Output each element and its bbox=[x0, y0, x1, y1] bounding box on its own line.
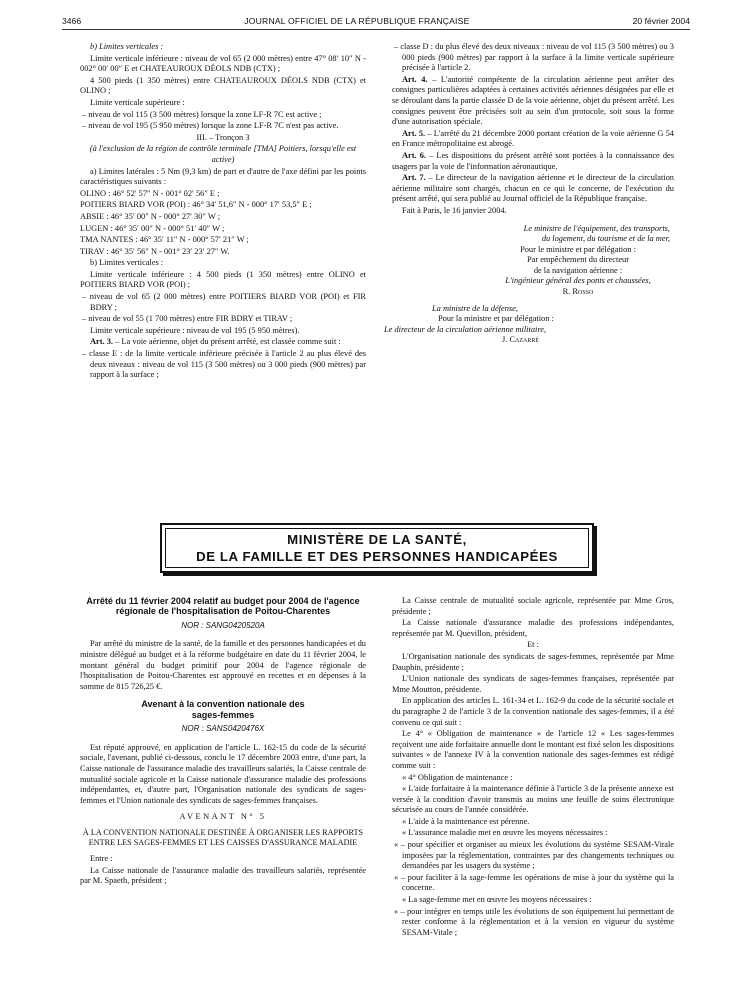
text-paragraph: Limite verticale supérieure : bbox=[90, 97, 185, 107]
text-paragraph: « – pour spécifier et organiser au mieux les évolutions du système SESAM-Vitale imposées par la réglementation, contraintes par des changements techniques ou demandées par les usagers du système ; bbox=[394, 840, 674, 871]
text-paragraph: – classe D : du plus élevé des deux niveaux : niveau de vol 115 (3 500 mètres) ou 3 000 pieds (900 mètres) par rapport à la surface à la limite verticale supérieure précisée à l'article 2. bbox=[394, 42, 674, 73]
text-paragraph: La Caisse nationale d'assurance maladie des professions indépendantes, représentée par M. Quevillon, président, bbox=[392, 618, 674, 638]
text-paragraph: – niveau de vol 55 (1 700 mètres) entre FIR BDRY et TIRAV ; bbox=[82, 314, 293, 324]
text-paragraph: « L'aide à la maintenance est pérenne. bbox=[402, 816, 530, 826]
top-left-column bbox=[80, 42, 366, 382]
text-paragraph: L'Union nationale des syndicats de sages-femmes françaises, représentée par Mme Moutton, présidente. bbox=[392, 674, 674, 694]
sig1-line1: Le ministre de l'équipement, des transports, bbox=[523, 223, 670, 233]
avenant-number: AVENANT N° 5 bbox=[179, 812, 267, 822]
ministry-box bbox=[160, 523, 594, 573]
sig2-line1: La ministre de la défense, bbox=[432, 303, 518, 313]
text-paragraph: TIRAV : 46° 35′ 56″ N - 001° 23′ 23′ 27″ W. bbox=[80, 246, 230, 256]
decree-title: Arrêté du 11 février 2004 relatif au budget pour 2004 de l'agence régionale de l'hospitalisation de Poitou-Charentes bbox=[86, 596, 360, 617]
sig1-line3: Pour le ministre et par délégation : bbox=[520, 244, 636, 254]
top-right-body bbox=[392, 42, 674, 217]
page-header bbox=[62, 16, 690, 30]
decree-nor: NOR : SANG0420520A bbox=[181, 620, 265, 630]
decree-paragraph: Par arrêté du ministre de la santé, de la famille et des personnes handicapées et du ministre délégué au budget et à la réforme budgétaire en date du 11 février 2004, le montant général du budget primitif pour 2004 de l'agence régionale de l'hospitalisation de Poitou-Charentes est approuvé en recettes et en dépenses à la somme de 815 726,25 €. bbox=[80, 639, 366, 691]
text-paragraph: Limite verticale inférieure : 4 500 pieds (1 350 mètres) entre OLINO et POITIERS BIARD VOR (POI) ; bbox=[80, 269, 366, 290]
article-paragraph bbox=[392, 151, 674, 172]
text-paragraph: (à l'exclusion de la région de contrôle terminale [TMA] Poitiers, lorsqu'elle est active) bbox=[89, 144, 357, 164]
text-paragraph: POITIERS BIARD VOR (POI) : 46° 34′ 51,6″ N - 000° 17′ 53,5″ E ; bbox=[80, 200, 312, 210]
bottom-left-column bbox=[80, 596, 366, 888]
article-paragraph bbox=[80, 337, 366, 348]
text-paragraph: « La sage-femme met en œuvre les moyens nécessaires : bbox=[402, 895, 592, 905]
article-label: Art. 4. bbox=[402, 74, 428, 84]
sig1-line2: du logement, du tourisme et de la mer, bbox=[541, 234, 670, 244]
ministry-line1: MINISTÈRE DE LA SANTÉ, bbox=[287, 532, 467, 547]
bottom-right-column bbox=[392, 596, 674, 939]
text-paragraph: b) Limites verticales : bbox=[90, 258, 164, 268]
text-paragraph: La Caisse centrale de mutualité sociale agricole, représentée par Mme Gros, présidente ; bbox=[392, 596, 674, 616]
text-paragraph: – classe E : de la limite verticale inférieure précisée à l'article 2 au plus élevé des deux niveaux : niveau de vol 115 (3 500 mètres) ou 3 000 pieds (900 mètres) par rapport à la surface ; bbox=[82, 349, 366, 380]
entre-label: Entre : bbox=[90, 853, 113, 863]
signature-block-1 bbox=[392, 224, 674, 245]
text-paragraph: 4 500 pieds (1 350 mètres) entre CHATEAUROUX DÉOLS NDB (CTX) et OLINO ; bbox=[80, 75, 366, 96]
sig1-name: R. Rosso bbox=[562, 287, 594, 297]
journal-title: JOURNAL OFFICIEL DE LA RÉPUBLIQUE FRANÇAISE bbox=[244, 16, 470, 26]
text-paragraph: L'Organisation nationale des syndicats de sages-femmes, représentée par Mme Dauphin, présidente ; bbox=[392, 651, 674, 672]
article-label: Art. 6. bbox=[402, 150, 426, 160]
text-paragraph: LUGEN : 46° 35′ 00″ N - 000° 51′ 40″ W ; bbox=[80, 223, 225, 233]
article-paragraph bbox=[392, 75, 674, 128]
sig1-line6: L'ingénieur général des ponts et chaussées, bbox=[505, 276, 651, 286]
issue-date: 20 février 2004 bbox=[632, 16, 690, 26]
avenant-paragraph: Est réputé approuvé, en application de l'article L. 162-15 du code de la sécurité sociale, l'avenant, publié ci-dessous, conclu le 17 décembre 2003 entre, d'une part, la Caisse nationale de l'assurance maladie des travailleurs salariés, la Caisse centrale de mutualité sociale agricole et la Caisse nationale d'assurance maladie des professions indépendantes, et, d'autre part, l'Organisation nationale des syndicats de sages-femmes et l'Union nationale des syndicats de sages-femmes françaises. bbox=[80, 742, 366, 805]
top-right-column bbox=[384, 42, 674, 346]
article-paragraph bbox=[392, 173, 674, 205]
text-paragraph: Limite verticale supérieure : niveau de vol 195 (5 950 mètres). bbox=[90, 325, 300, 335]
cnam-paragraph: La Caisse nationale de l'assurance maladie des travailleurs salariés, représentée par M. Spaeth, président ; bbox=[80, 865, 366, 886]
article-label: Art. 7. bbox=[402, 173, 426, 183]
sig2-line2: Pour la ministre et par délégation : bbox=[438, 314, 554, 324]
text-paragraph: « – pour intégrer en temps utile les évolutions de son équipement lui permettant de rester conforme à la réglementation et à la version en vigueur du système SESAM-Vitale ; bbox=[394, 906, 674, 937]
article-text: – L'autorité compétente de la circulation aérienne peut arrêter des consignes particulières adaptées à certaines activités aériennes désignées par elle et se déroulant dans la partie classée D de la voie aérienne, objet du présent arrêté. Les consignes peuvent être précisées soit au sein d'un protocole, soit sous la forme d'une autorisation spéciale. bbox=[392, 74, 674, 127]
text-paragraph: Et : bbox=[527, 640, 539, 650]
sig1-line5: de la navigation aérienne : bbox=[533, 265, 623, 275]
text-paragraph: b) Limites verticales : bbox=[90, 42, 164, 51]
text-paragraph: « – pour faciliter à la sage-femme les opérations de mise à jour du système qui la concerne. bbox=[394, 872, 674, 893]
article-text: – L'arrêté du 21 décembre 2000 portant création de la voie aérienne G 54 en France métropolitaine est abrogé. bbox=[392, 128, 674, 149]
avenant-nor: NOR : SANS0420476X bbox=[181, 724, 265, 734]
text-paragraph: – niveau de vol 65 (2 000 mètres) entre POITIERS BIARD VOR (POI) et FIR BDRY ; bbox=[82, 292, 366, 312]
page-number: 3466 bbox=[62, 16, 82, 26]
text-paragraph: « L'aide forfaitaire à la maintenance définie à l'article 3 de la présente annexe est versée à la condition d'avoir transmis au moins une feuille de soins électronique sécurisée au cours de l'année considérée. bbox=[392, 784, 674, 815]
text-paragraph: OLINO : 46° 52′ 57″ N - 001° 02′ 56″ E ; bbox=[80, 188, 220, 198]
article-text: – La voie aérienne, objet du présent arrêté, est classée comme suit : bbox=[113, 337, 341, 347]
signature-block-1-detail bbox=[392, 245, 674, 298]
text-paragraph: « L'assurance maladie met en œuvre les moyens nécessaires : bbox=[402, 828, 608, 838]
avenant-title: Avenant à la convention nationale des sages-femmes bbox=[141, 699, 305, 720]
ministry-line2: DE LA FAMILLE ET DES PERSONNES HANDICAPÉES bbox=[196, 549, 558, 564]
text-paragraph: Fait à Paris, le 16 janvier 2004. bbox=[402, 205, 507, 215]
article-label: Art. 3. bbox=[90, 337, 114, 347]
signature-block-2 bbox=[384, 303, 674, 346]
text-paragraph: III. – Tronçon 3 bbox=[196, 132, 250, 142]
text-paragraph: TMA NANTES : 46° 35′ 11″ N - 000° 57′ 21″ W ; bbox=[80, 235, 249, 245]
sig1-line4: Par empêchement du directeur bbox=[526, 255, 630, 265]
text-paragraph: Limite verticale inférieure : niveau de vol 65 (2 000 mètres) entre 47° 08′ 10″ N - 002° 00′ 00″ E et CHATEAUROUX DÉOLS NDB (CTX) ; bbox=[80, 53, 366, 74]
article-paragraph bbox=[392, 129, 674, 150]
convention-caps: À LA CONVENTION NATIONALE DESTINÉE À ORGANISER LES RAPPORTS ENTRE LES SAGES-FEMMES ET LES CAISSES D'ASSURANCE MALADIE bbox=[82, 827, 364, 847]
article-text: – Les dispositions du présent arrêté sont portées à la connaissance des usagers par la voie de l'information aéronautique. bbox=[392, 150, 674, 171]
text-paragraph: « 4° Obligation de maintenance : bbox=[402, 772, 513, 782]
text-paragraph: – niveau de vol 115 (3 500 mètres) lorsque la zone LF-R 7C est active ; bbox=[82, 109, 322, 119]
sig2-name: J. Cazarré bbox=[502, 335, 540, 345]
text-paragraph: En application des articles L. 161-34 et L. 162-9 du code de la sécurité sociale et du paragraphe 2 de l'article 3 de la convention nationale des sages-femmes, il a été convenu ce qui suit : bbox=[392, 696, 674, 727]
text-paragraph: ABSIE : 46° 35′ 00″ N - 000° 27′ 30″ W ; bbox=[80, 211, 221, 221]
article-label: Art. 5. bbox=[402, 128, 426, 138]
text-paragraph: Le 4° « Obligation de maintenance » de l'article 12 « Les sages-femmes reçoivent une aide forfaitaire annuelle dont le montant est fixé selon les dispositions suivantes » de l'annexe IV à la convention nationale des sages-femmes est rédigé comme suit : bbox=[392, 729, 674, 770]
text-paragraph: – niveau de vol 195 (5 950 mètres) lorsque la zone LF-R 7C n'est pas active. bbox=[82, 121, 339, 131]
article-text: – Le directeur de la navigation aérienne et le directeur de la circulation aérienne militaire sont chargés, chacun en ce qui le concerne, de l'exécution du présent arrêté, qui sera publié au Journal officiel de la République française. bbox=[392, 173, 674, 204]
text-paragraph: a) Limites latérales : 5 Nm (9,3 km) de part et d'autre de l'axe défini par les points caractéristiques suivants : bbox=[80, 166, 366, 187]
sig2-line3: Le directeur de la circulation aérienne militaire, bbox=[384, 324, 547, 334]
